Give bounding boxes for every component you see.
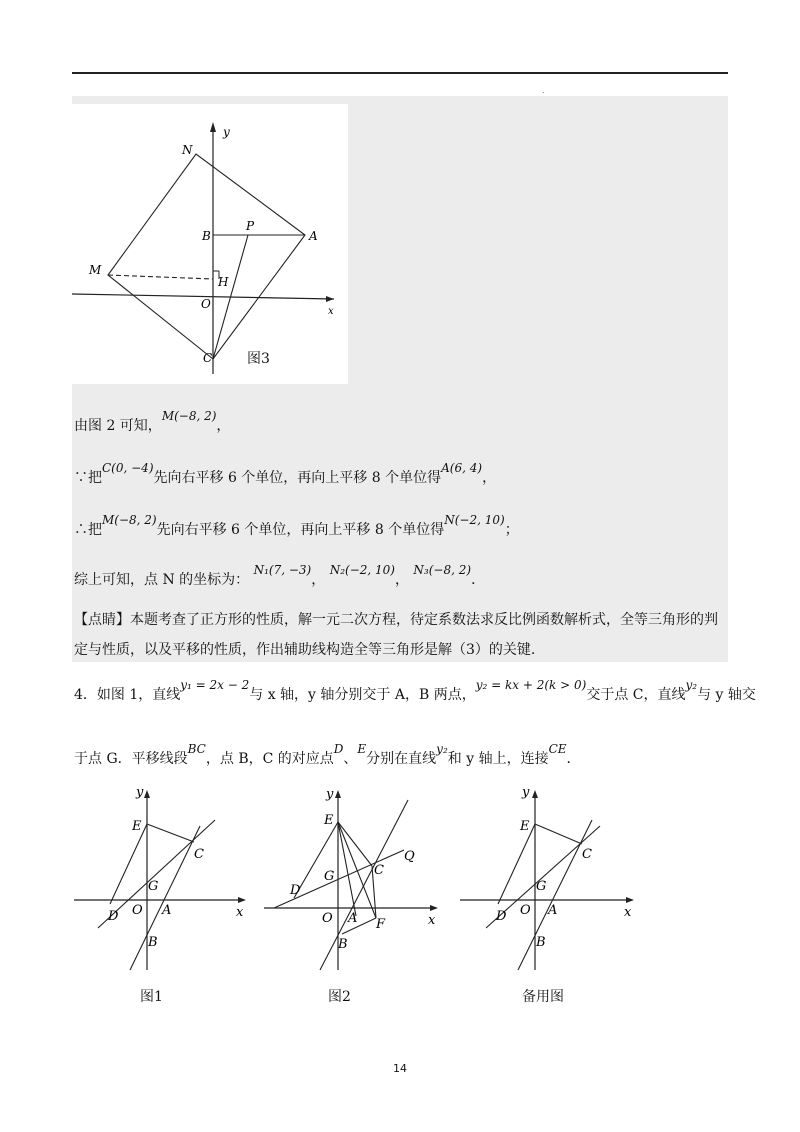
text: 分别在直线 xyxy=(366,751,437,767)
figures-svg xyxy=(70,780,650,980)
figure-backup-caption: 备用图 xyxy=(522,989,564,1005)
math-e: E xyxy=(357,742,367,756)
origin-label: O xyxy=(201,297,211,311)
segment-ec xyxy=(338,822,372,866)
text: ． xyxy=(566,751,581,767)
point-c-label: C xyxy=(582,847,592,862)
comment-paragraph: 【点睛】本题考查了正方形的性质，解一元二次方程，待定系数法求反比例函数解析式，全等三角形的判定与性质，以及平移的性质，作出辅助线构造全等三角形是解（3）的关键. xyxy=(74,612,718,658)
segment-ec xyxy=(147,824,194,842)
point-e-label: E xyxy=(324,813,334,828)
y-axis-arrow xyxy=(210,122,216,132)
math-y2: y₂ = kx + 2(k > 0) xyxy=(475,678,587,692)
segment-de xyxy=(498,824,535,904)
line-y1 xyxy=(518,820,592,970)
text: 和 y 轴上，连接 xyxy=(447,751,549,767)
figure-backup xyxy=(460,785,634,970)
solution-line-2 xyxy=(74,461,497,488)
y-axis-label: y xyxy=(136,785,144,800)
text: ，点 B，C 的对应点 xyxy=(205,751,334,767)
point-d-label: D xyxy=(108,909,119,924)
text: ， xyxy=(311,572,326,588)
header-rule xyxy=(72,72,728,74)
line-y1 xyxy=(130,826,200,970)
y-axis-label: y xyxy=(522,785,530,800)
solution-line-4 xyxy=(74,563,486,590)
point-b-label: B xyxy=(338,937,348,952)
problem-figures xyxy=(70,780,650,1010)
y-axis-arrow xyxy=(144,790,150,798)
point-c-label: C xyxy=(203,351,213,365)
text: 与 x 轴，y 轴分别交于 A，B 两点， xyxy=(249,687,476,703)
segment-de xyxy=(294,822,338,898)
dashed-mh xyxy=(108,275,213,279)
problem-line-1 xyxy=(74,678,756,704)
point-b-label: B xyxy=(202,229,211,243)
square-mnac xyxy=(108,154,305,359)
figure-3-caption: 图3 xyxy=(247,351,270,367)
figure-1 xyxy=(74,785,246,970)
math-n1: N₁(7, −3) xyxy=(253,563,312,577)
segment-ef xyxy=(338,822,376,918)
y-axis-label: y xyxy=(326,787,334,802)
text: 、 xyxy=(343,751,358,767)
figure-3 xyxy=(72,104,348,384)
math-m-coords: M(−8, 2) xyxy=(161,409,217,423)
math-n-coords: N(−2, 10) xyxy=(444,513,505,527)
math-d: D xyxy=(333,742,344,756)
point-g-label: G xyxy=(324,869,335,884)
point-e-label: E xyxy=(520,819,530,834)
point-a-label: A xyxy=(162,903,172,918)
math-n2: N₂(−2, 10) xyxy=(329,563,395,577)
math-m-coords: M(−8, 2) xyxy=(102,513,157,527)
point-c-label: C xyxy=(194,847,204,862)
point-g-label: G xyxy=(536,879,547,894)
figure-2-caption: 图2 xyxy=(328,989,351,1005)
point-a-label: A xyxy=(548,903,558,918)
math-a-coords: A(6, 4) xyxy=(441,461,483,475)
x-axis-arrow xyxy=(326,296,334,302)
point-d-label: D xyxy=(496,909,507,924)
figure-2 xyxy=(264,787,438,970)
point-q-label: Q xyxy=(404,849,415,864)
header-dot: . xyxy=(542,86,545,95)
origin-label: O xyxy=(322,911,333,926)
x-axis-label: x xyxy=(328,306,334,317)
point-m-label: M xyxy=(89,263,102,277)
figure-3-diagram xyxy=(72,104,348,384)
figure-1-caption: 图1 xyxy=(140,989,163,1005)
math-y1: y₁ = 2x − 2 xyxy=(180,678,250,692)
point-e-label: E xyxy=(132,819,142,834)
x-axis-label: x xyxy=(236,905,244,920)
math-n3: N₃(−8, 2) xyxy=(413,563,472,577)
solution-line-3 xyxy=(74,513,519,540)
point-a-label: A xyxy=(309,229,318,243)
point-f-label: F xyxy=(376,917,386,932)
text: ∴把 xyxy=(74,522,102,538)
text: ， xyxy=(216,418,231,434)
problem-line-2 xyxy=(74,742,581,768)
text: 由图 2 可知， xyxy=(74,418,162,434)
text: 4．如图 1，直线 xyxy=(74,687,181,703)
text: ． xyxy=(471,572,486,588)
math-c-coords: C(0, −4) xyxy=(102,461,154,475)
math-y2: y₂ xyxy=(436,742,448,756)
y-axis-arrow xyxy=(335,790,341,798)
text: 于点 G．平移线段 xyxy=(74,751,188,767)
line-y2 xyxy=(274,850,404,908)
point-a-label: A xyxy=(348,911,358,926)
point-c-label: C xyxy=(374,863,384,878)
text: 先向右平移 6 个单位，再向上平移 8 个单位得 xyxy=(153,470,442,486)
math-bc: BC xyxy=(187,742,206,756)
math-ce: CE xyxy=(548,742,567,756)
page-number: 14 xyxy=(393,1062,407,1075)
point-b-label: B xyxy=(148,935,158,950)
segment-ea xyxy=(338,822,356,916)
point-p-label: P xyxy=(246,219,255,233)
text: ； xyxy=(504,522,519,538)
text: ， xyxy=(394,572,409,588)
solution-line-1 xyxy=(74,409,231,436)
point-g-label: G xyxy=(148,879,159,894)
x-axis-arrow xyxy=(626,897,634,903)
point-d-label: D xyxy=(290,883,301,898)
y-axis-label: y xyxy=(223,125,230,139)
point-h-label: H xyxy=(218,275,229,289)
text: 与 y 轴交 xyxy=(697,687,756,703)
y-axis-arrow xyxy=(532,790,538,798)
x-axis-label: x xyxy=(428,913,436,928)
segment-de xyxy=(110,824,147,904)
text: ， xyxy=(482,470,497,486)
math-y2: y₂ xyxy=(685,678,698,692)
origin-label: O xyxy=(132,903,143,918)
point-b-label: B xyxy=(536,935,546,950)
text: 交于点 C，直线 xyxy=(586,687,686,703)
text: ∵把 xyxy=(74,470,102,486)
origin-label: O xyxy=(520,903,531,918)
text: 先向右平移 6 个单位，再向上平移 8 个单位得 xyxy=(156,522,445,538)
x-axis-label: x xyxy=(624,905,632,920)
text: 综上可知，点 N 的坐标为： xyxy=(74,572,250,588)
segment-ec xyxy=(535,824,582,844)
point-n-label: N xyxy=(182,143,193,157)
x-axis-arrow xyxy=(238,897,246,903)
x-axis-arrow xyxy=(430,905,438,911)
